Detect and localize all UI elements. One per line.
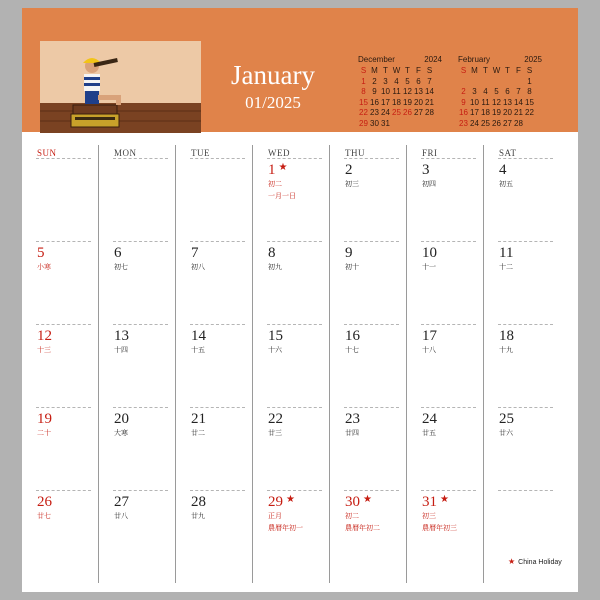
day-cell (499, 162, 513, 190)
row-divider (421, 158, 476, 159)
day-cell (345, 494, 380, 534)
mini-calendar-header (458, 54, 542, 66)
mini-day: 27 (414, 108, 423, 117)
day-number-text: 10 (422, 245, 437, 261)
mini-day: 12 (403, 87, 412, 96)
weekday-column (99, 145, 176, 585)
lunar-date: 初三 (422, 513, 436, 520)
day-number-text: 8 (268, 245, 276, 261)
lunar-date: 廿二 (191, 430, 205, 437)
row-divider (344, 490, 399, 491)
mini-day: 25 (481, 118, 490, 128)
row-divider (344, 407, 399, 408)
day-number (191, 494, 206, 510)
weekday-header: THU (345, 148, 365, 158)
day-cell (268, 411, 283, 439)
calendar-page (22, 8, 578, 592)
mini-day: 5 (405, 76, 410, 86)
day-number (114, 411, 129, 427)
mini-day: 22 (525, 108, 534, 117)
mini-day: 10 (470, 97, 479, 107)
day-number-text: 30 (345, 494, 360, 510)
mini-day (402, 119, 413, 130)
day-cell (37, 245, 51, 273)
mini-day (391, 119, 402, 130)
row-divider (36, 158, 91, 159)
day-number-text: 22 (268, 411, 283, 427)
mini-day: 2 (461, 87, 466, 96)
day-cell (37, 411, 52, 439)
mini-week-row (358, 119, 435, 130)
day-cell (345, 162, 359, 190)
mini-day: 5 (494, 87, 499, 96)
day-number-text: 2 (345, 162, 353, 178)
mini-day (458, 77, 469, 88)
mini-day: 12 (492, 97, 501, 107)
row-divider (190, 324, 245, 325)
star-icon: ★ (508, 557, 516, 566)
mini-day: 22 (359, 108, 368, 117)
day-number-text: 26 (37, 494, 52, 510)
mini-weekday: M (471, 66, 478, 75)
mini-day (491, 77, 502, 88)
mini-day (424, 119, 435, 130)
day-cell (114, 411, 129, 439)
weekday-header: FRI (422, 148, 438, 158)
weekday-header: MON (114, 148, 137, 158)
mini-day: 9 (372, 87, 377, 96)
mini-calendar-previous (358, 54, 442, 129)
day-number-text: 12 (37, 328, 52, 344)
mini-calendar-next (458, 54, 542, 129)
lunar-date: 初四 (422, 181, 436, 188)
mini-day (480, 77, 491, 88)
mini-day: 6 (416, 76, 421, 86)
mini-weekday: S (426, 66, 433, 75)
day-cell (268, 494, 303, 534)
lunar-date: 初十 (345, 264, 359, 271)
day-number (422, 411, 437, 427)
mini-day: 26 (403, 108, 412, 117)
day-cell (37, 328, 52, 356)
row-divider (267, 324, 322, 325)
day-cell (191, 494, 206, 522)
day-number (268, 162, 296, 178)
mini-day: 7 (427, 76, 432, 86)
mini-day: 16 (459, 108, 468, 117)
day-number-text: 11 (499, 245, 514, 261)
day-number (422, 494, 457, 510)
mini-day: 24 (470, 118, 479, 128)
month-title: January (231, 60, 315, 90)
day-cell (268, 328, 283, 356)
holiday-name: 農曆年初二 (345, 525, 380, 532)
mini-day: 6 (505, 87, 510, 96)
row-divider (190, 490, 245, 491)
mini-day: 15 (525, 97, 534, 107)
day-cell (114, 328, 129, 356)
row-divider (267, 158, 322, 159)
day-number (191, 245, 205, 261)
mini-day: 28 (514, 118, 523, 128)
day-number-text: 14 (191, 328, 206, 344)
day-number-text: 24 (422, 411, 437, 427)
row-divider (498, 241, 553, 242)
lunar-date: 初九 (268, 264, 282, 271)
row-divider (498, 324, 553, 325)
mini-day: 18 (481, 108, 490, 117)
lunar-date: 初二 (345, 513, 359, 520)
lunar-date: 廿六 (499, 430, 513, 437)
calendar-header (22, 8, 578, 132)
mini-day: 19 (403, 97, 412, 107)
mini-week-row (358, 87, 435, 98)
mini-week-row (458, 119, 535, 130)
day-number-text: 23 (345, 411, 360, 427)
day-number (268, 245, 282, 261)
day-number (499, 411, 514, 427)
mini-weekday: T (405, 66, 410, 75)
lunar-date: 初五 (499, 181, 513, 188)
day-number (345, 411, 360, 427)
lunar-date: 廿三 (268, 430, 282, 437)
day-cell (422, 411, 437, 439)
lunar-date: 十八 (422, 347, 436, 354)
row-divider (190, 158, 245, 159)
day-cell (422, 245, 437, 273)
row-divider (36, 241, 91, 242)
day-cell (345, 328, 360, 356)
day-number-text: 18 (499, 328, 514, 344)
day-number-text: 9 (345, 245, 353, 261)
lunar-date: 十二 (499, 264, 513, 271)
day-cell (422, 328, 437, 356)
day-number (37, 411, 52, 427)
day-number (114, 328, 129, 344)
mini-weekday: F (516, 66, 521, 75)
lunar-date: 廿九 (191, 513, 205, 520)
day-number-text: 19 (37, 411, 52, 427)
day-number (268, 411, 283, 427)
mini-day: 28 (425, 108, 434, 117)
day-number-text: 3 (422, 162, 430, 178)
lunar-date: 廿五 (422, 430, 436, 437)
day-number-text: 13 (114, 328, 129, 344)
day-number (422, 245, 437, 261)
row-divider (113, 490, 168, 491)
mini-day (524, 119, 535, 130)
day-number-text: 6 (114, 245, 122, 261)
month-year: 01/2025 (245, 93, 301, 112)
day-cell (499, 245, 513, 273)
child-with-telescope-illustration (40, 41, 201, 133)
row-divider (190, 407, 245, 408)
day-number-text: 31 (422, 494, 437, 510)
row-divider (267, 490, 322, 491)
day-number (268, 328, 283, 344)
mini-day: 13 (503, 97, 512, 107)
mini-day: 3 (472, 87, 477, 96)
mini-weekday: F (416, 66, 421, 75)
day-number (114, 245, 128, 261)
day-number-text: 17 (422, 328, 437, 344)
weekday-header: SAT (499, 148, 517, 158)
row-divider (344, 324, 399, 325)
row-divider (421, 324, 476, 325)
day-number (37, 328, 52, 344)
mini-day (469, 77, 480, 88)
weekday-header: TUE (191, 148, 210, 158)
lunar-date: 廿四 (345, 430, 359, 437)
header-photo (40, 41, 201, 133)
mini-year: 2024 (424, 55, 442, 64)
holiday-name: 一月一日 (268, 193, 296, 200)
day-number-text: 20 (114, 411, 129, 427)
mini-day: 13 (414, 87, 423, 96)
day-cell (422, 494, 457, 534)
row-divider (113, 407, 168, 408)
lunar-date: 大寒 (114, 430, 128, 437)
day-cell (268, 245, 282, 273)
mini-year: 2025 (524, 55, 542, 64)
mini-day: 15 (359, 97, 368, 107)
mini-day: 31 (381, 118, 390, 128)
day-number (191, 328, 206, 344)
day-number (37, 245, 51, 261)
month-grid (22, 145, 562, 585)
mini-weekday: W (492, 66, 501, 75)
lunar-date: 十四 (114, 347, 128, 354)
mini-day: 14 (514, 97, 523, 107)
mini-week-row (358, 77, 435, 88)
day-number (345, 494, 380, 510)
holiday-star-icon: ★ (440, 494, 449, 505)
day-number (422, 328, 437, 344)
mini-weekday: T (383, 66, 388, 75)
day-number-text: 27 (114, 494, 129, 510)
row-divider (344, 241, 399, 242)
day-number (114, 494, 129, 510)
mini-day: 1 (361, 76, 366, 86)
mini-day: 20 (414, 97, 423, 107)
mini-week-row (358, 108, 435, 119)
day-number-text: 5 (37, 245, 45, 261)
mini-day: 17 (470, 108, 479, 117)
day-number-text: 21 (191, 411, 206, 427)
day-cell (37, 494, 52, 522)
row-divider (113, 324, 168, 325)
mini-weekday: T (483, 66, 488, 75)
day-number (499, 245, 513, 261)
mini-week-row (458, 77, 535, 88)
mini-weekday: S (360, 66, 367, 75)
lunar-date: 十五 (191, 347, 205, 354)
row-divider (113, 158, 168, 159)
mini-week-row (458, 98, 535, 109)
day-number-text: 29 (268, 494, 283, 510)
day-cell (114, 494, 129, 522)
day-number (499, 328, 514, 344)
holiday-star-icon: ★ (278, 162, 288, 173)
mini-day: 1 (527, 76, 532, 86)
mini-day: 10 (381, 87, 390, 96)
lunar-date: 十九 (499, 347, 513, 354)
mini-day: 26 (492, 118, 501, 128)
lunar-date: 正月 (268, 513, 282, 520)
weekday-header: WED (268, 148, 290, 158)
lunar-date: 小寒 (37, 264, 51, 271)
mini-day: 7 (516, 87, 521, 96)
lunar-date: 十三 (37, 347, 51, 354)
row-divider (344, 158, 399, 159)
holiday-star-icon: ★ (286, 494, 295, 505)
day-cell (268, 162, 296, 202)
mini-calendar-table (458, 66, 535, 129)
lunar-date: 十一 (422, 264, 436, 271)
day-number (345, 328, 360, 344)
mini-day: 4 (394, 76, 399, 86)
mini-day: 21 (425, 97, 434, 107)
mini-weekday: M (371, 66, 378, 75)
lunar-date: 十六 (268, 347, 282, 354)
row-divider (498, 407, 553, 408)
row-divider (36, 324, 91, 325)
row-divider (267, 407, 322, 408)
mini-weekday: S (526, 66, 533, 75)
mini-month-name: December (358, 55, 395, 64)
row-divider (267, 241, 322, 242)
mini-day: 30 (370, 118, 379, 128)
lunar-date: 十七 (345, 347, 359, 354)
mini-day: 8 (527, 87, 532, 96)
row-divider (421, 490, 476, 491)
day-cell (345, 245, 359, 273)
day-number (268, 494, 303, 510)
mini-day: 18 (392, 97, 401, 107)
lunar-date: 初三 (345, 181, 359, 188)
mini-day: 9 (461, 97, 466, 107)
day-number-text: 25 (499, 411, 514, 427)
row-divider (36, 490, 91, 491)
mini-day: 11 (481, 97, 490, 107)
lunar-date: 初七 (114, 264, 128, 271)
day-cell (114, 245, 128, 273)
day-cell (345, 411, 360, 439)
weekday-header: SUN (37, 148, 57, 158)
weekday-column (22, 145, 99, 585)
day-number (345, 245, 359, 261)
mini-calendar-header (358, 54, 442, 66)
day-number-text: 28 (191, 494, 206, 510)
day-number-text: 7 (191, 245, 199, 261)
mini-day: 23 (370, 108, 379, 117)
day-cell (499, 328, 514, 356)
mini-weekday-row (458, 66, 535, 77)
mini-day: 20 (503, 108, 512, 117)
day-number (37, 494, 52, 510)
legend (508, 557, 562, 566)
row-divider (421, 241, 476, 242)
row-divider (498, 490, 553, 491)
day-number (422, 162, 436, 178)
mini-month-name: February (458, 55, 491, 64)
lunar-date: 廿八 (114, 513, 128, 520)
mini-day: 24 (381, 108, 390, 117)
mini-day: 25 (392, 108, 401, 117)
row-divider (421, 407, 476, 408)
mini-day: 2 (372, 76, 377, 86)
mini-day: 21 (514, 108, 523, 117)
weekday-column (176, 145, 253, 585)
day-cell (499, 411, 514, 439)
row-divider (36, 407, 91, 408)
lunar-date: 廿七 (37, 513, 51, 520)
day-number-text: 4 (499, 162, 507, 178)
mini-day (513, 77, 524, 88)
mini-day: 3 (383, 76, 388, 86)
day-number (345, 162, 359, 178)
day-number-text: 16 (345, 328, 360, 344)
mini-weekday: S (460, 66, 467, 75)
day-number (191, 411, 206, 427)
day-number-text: 15 (268, 328, 283, 344)
weekday-column (484, 145, 561, 585)
day-number (499, 162, 513, 178)
mini-day: 23 (459, 118, 468, 128)
row-divider (190, 241, 245, 242)
mini-day: 11 (392, 87, 401, 96)
day-cell (191, 245, 205, 273)
mini-day: 4 (483, 87, 488, 96)
holiday-star-icon: ★ (363, 494, 372, 505)
lunar-date: 初二 (268, 181, 282, 188)
mini-week-row (458, 87, 535, 98)
mini-weekday-row (358, 66, 435, 77)
mini-day (413, 119, 424, 130)
day-cell (422, 162, 436, 190)
mini-day (502, 77, 513, 88)
mini-week-row (458, 108, 535, 119)
mini-day: 19 (492, 108, 501, 117)
mini-calendar-table (358, 66, 435, 129)
day-cell (191, 411, 206, 439)
mini-week-row (358, 98, 435, 109)
mini-day: 17 (381, 97, 390, 107)
mini-day: 16 (370, 97, 379, 107)
mini-day: 8 (361, 87, 366, 96)
mini-weekday: W (392, 66, 401, 75)
holiday-name: 農曆年初一 (268, 525, 303, 532)
day-number-text: 1 (268, 162, 276, 178)
mini-day: 29 (359, 118, 368, 128)
mini-weekday: T (505, 66, 510, 75)
mini-day: 14 (425, 87, 434, 96)
holiday-name: 農曆年初三 (422, 525, 457, 532)
lunar-date: 二十 (37, 430, 51, 437)
row-divider (113, 241, 168, 242)
row-divider (498, 158, 553, 159)
legend-label: China Holiday (518, 559, 562, 566)
mini-day: 27 (503, 118, 512, 128)
day-cell (191, 328, 206, 356)
lunar-date: 初八 (191, 264, 205, 271)
